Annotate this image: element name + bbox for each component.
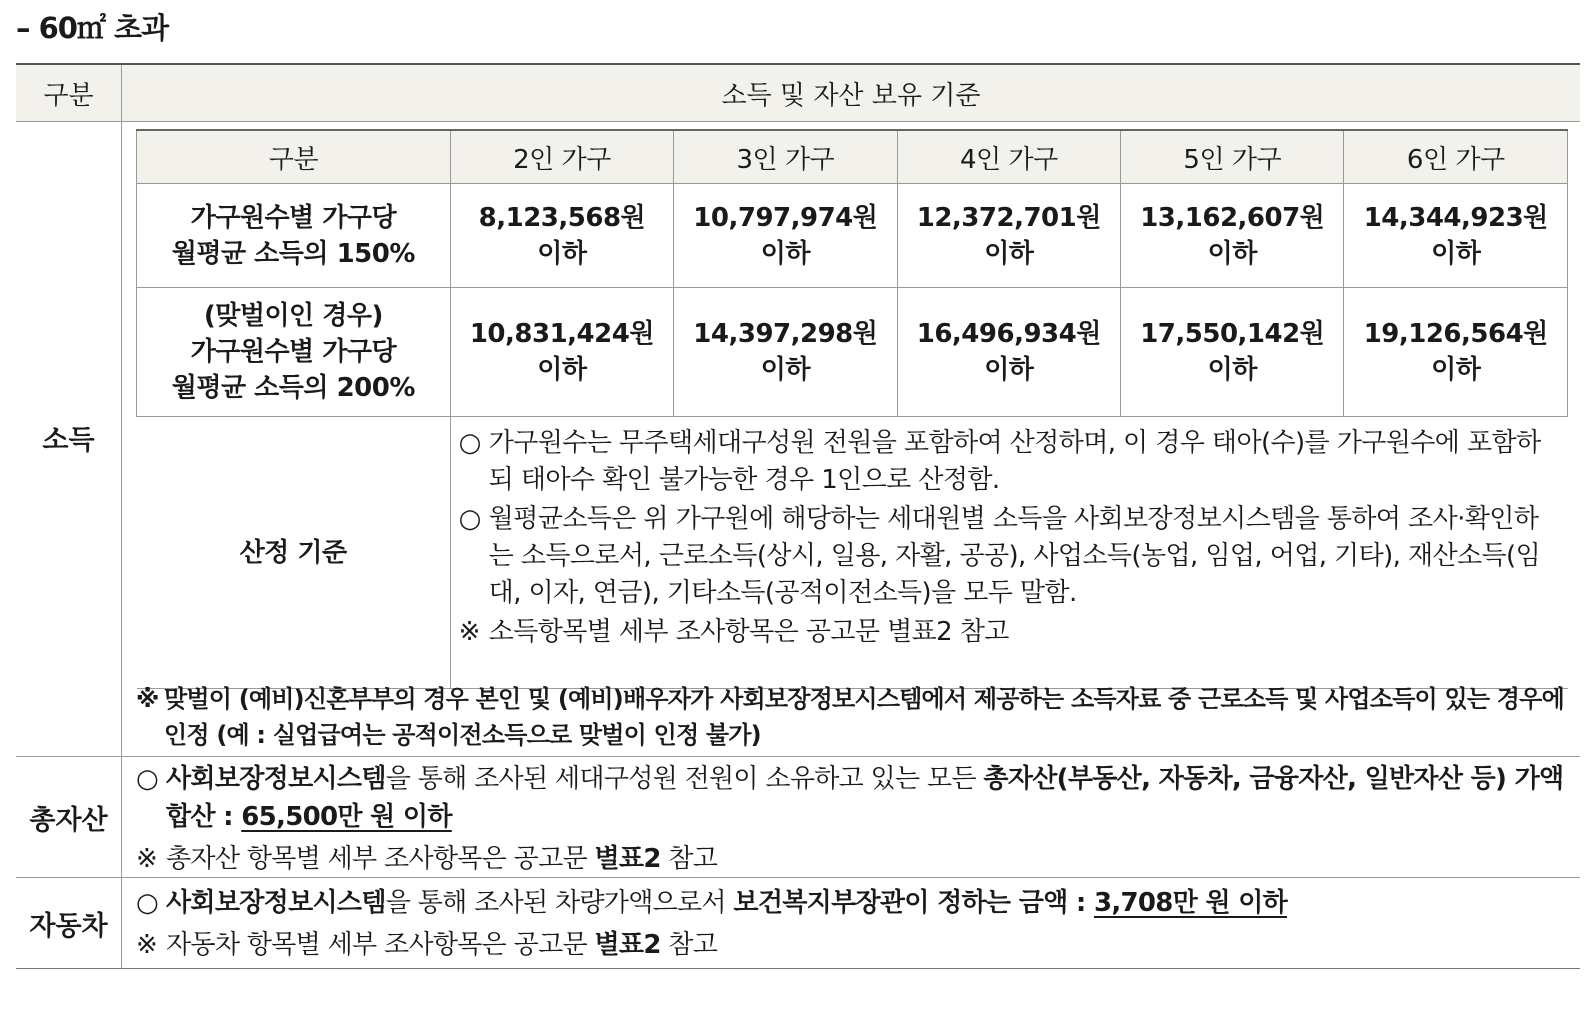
- system-name: 사회보장정보시스템: [166, 888, 386, 918]
- reference-text: 총자산 항목별 세부 조사항목은 공고문: [166, 844, 595, 874]
- car-label: 자동차: [29, 910, 108, 942]
- income-cell: [897, 184, 1120, 288]
- income-value: 10,797,974원: [693, 202, 878, 233]
- reference-mark-icon: ※: [136, 844, 158, 874]
- reference-mark-icon: ※: [458, 617, 480, 647]
- income-cell: [450, 288, 673, 417]
- circle-bullet-icon: ○: [136, 764, 158, 794]
- criteria-note: [459, 614, 1554, 651]
- income-cell: [1344, 184, 1568, 288]
- income-cell: [1121, 288, 1344, 417]
- appendix-ref: 별표2: [594, 844, 661, 874]
- car-reference: [136, 926, 1568, 964]
- income-suffix: 이하: [760, 355, 810, 385]
- row-label-line: 월평균 소득의 150%: [171, 238, 415, 269]
- section-heading: – 60㎡ 초과: [16, 11, 169, 45]
- section-divider-income: [16, 756, 1580, 757]
- income-suffix: 이하: [1207, 238, 1257, 269]
- income-cell: [674, 288, 897, 417]
- row-label-line: 가구원수별 가구당: [190, 337, 397, 367]
- dual-income-note-text: 맞벌이 (예비)신혼부부의 경우 본인 및 (예비)배우자가 사회보장정보시스템에서 제공하는 소득자료 중 근로소득 및 사업소득이 있는 경우에 인정 (예 : 실업급여는 공적이전소득으로 맞벌이 인정 불가): [164, 685, 1564, 749]
- reference-mark-icon: ※: [136, 685, 159, 713]
- car-content: [136, 884, 1568, 964]
- note-text: 소득항목별 세부 조사항목은 공고문 별표2 참고: [488, 617, 1009, 647]
- income-value: 13,162,607원: [1140, 202, 1325, 233]
- criteria-notes: [450, 417, 1567, 689]
- total-assets-content: [136, 760, 1568, 878]
- table-header: [16, 63, 1580, 122]
- income-col-category: 구분: [137, 130, 451, 184]
- total-assets-reference: [136, 840, 1568, 878]
- income-value: 14,344,923원: [1363, 202, 1548, 233]
- circle-bullet-icon: ○: [458, 504, 481, 534]
- total-assets-criteria: [136, 760, 1568, 836]
- table-bottom-border: [16, 968, 1580, 969]
- income-value: 12,372,701원: [916, 202, 1101, 233]
- reference-mark-icon: ※: [136, 930, 158, 960]
- reference-text: 자동차 항목별 세부 조사항목은 공고문: [166, 930, 595, 960]
- row-label-line: (맞벌이인 경우): [203, 301, 383, 331]
- income-value: 17,550,142원: [1140, 319, 1325, 349]
- system-name: 사회보장정보시스템: [166, 764, 386, 794]
- criteria-note: [459, 425, 1554, 499]
- income-col-4person: 4인 가구: [897, 130, 1120, 184]
- income-suffix: 이하: [1207, 355, 1257, 385]
- car-limit: 3,708만 원 이하: [1093, 888, 1288, 918]
- row-label-200: [137, 288, 451, 417]
- appendix-ref: 별표2: [594, 930, 661, 960]
- car-criteria: [136, 884, 1568, 922]
- income-cell: [1121, 184, 1344, 288]
- income-col-6person: 6인 가구: [1344, 130, 1568, 184]
- table-row: [137, 184, 1568, 288]
- header-criteria: 소득 및 자산 보유 기준: [721, 80, 981, 111]
- row-label-line: 가구원수별 가구당: [190, 202, 397, 233]
- note-text: 월평균소득은 위 가구원에 해당하는 세대원별 소득을 사회보장정보시스템을 통하여 조사·확인하는 소득으로서, 근로소득(상시, 일용, 자활, 공공), 사업소득(농업, 임업, 어업, 기타), 재산소득(임대, 이자, 연금), 기타소득(공적이전소득)을 모두 말함.: [488, 504, 1541, 608]
- income-table: [136, 129, 1568, 689]
- car-text: 을 통해 조사된 차량가액으로서: [385, 888, 734, 918]
- income-col-5person: 5인 가구: [1121, 130, 1344, 184]
- income-col-2person: 2인 가구: [450, 130, 673, 184]
- table-row: [137, 417, 1568, 689]
- assets-limit: 65,500만 원 이하: [241, 802, 452, 832]
- income-suffix: 이하: [760, 238, 810, 269]
- income-suffix: 이하: [537, 238, 587, 269]
- criteria-note: [459, 501, 1554, 612]
- income-suffix: 이하: [984, 355, 1034, 385]
- table-row: [137, 288, 1568, 417]
- header-category: 구분: [43, 80, 94, 111]
- assets-text: 을 통해 조사된 세대구성원 전원이 소유하고 있는 모든: [385, 764, 984, 794]
- label-column-divider: [121, 119, 122, 969]
- income-cell: [897, 288, 1120, 417]
- circle-bullet-icon: ○: [458, 428, 481, 458]
- car-bold-text: 보건복지부장관이 정하는 금액 :: [733, 888, 1094, 918]
- income-cell: [1344, 288, 1568, 417]
- income-cell: [674, 184, 897, 288]
- total-assets-label: 총자산: [29, 804, 108, 836]
- row-label-150: [137, 184, 451, 288]
- reference-tail: 참고: [660, 844, 718, 874]
- row-label-line: 월평균 소득의 200%: [171, 373, 415, 403]
- income-suffix: 이하: [984, 238, 1034, 269]
- income-value: 19,126,564원: [1363, 319, 1548, 349]
- dual-income-note: [136, 681, 1568, 753]
- income-value: 14,397,298원: [693, 319, 878, 349]
- income-table-header-row: [137, 130, 1568, 184]
- income-suffix: 이하: [1431, 238, 1481, 269]
- income-value: 8,123,568원: [478, 202, 646, 233]
- reference-tail: 참고: [660, 930, 718, 960]
- income-value: 10,831,424원: [469, 319, 654, 349]
- income-label: 소득: [42, 425, 95, 456]
- assets-bold-text: 총자산(부동산, 자동차, 금융자산, 일반자산 등) 가액 합산 :: [166, 764, 1564, 832]
- income-suffix: 이하: [1431, 355, 1481, 385]
- note-text: 가구원수는 무주택세대구성원 전원을 포함하여 산정하며, 이 경우 태아(수)를 가구원수에 포함하되 태아수 확인 불가능한 경우 1인으로 산정함.: [488, 428, 1541, 495]
- income-value: 16,496,934원: [916, 319, 1101, 349]
- income-cell: [450, 184, 673, 288]
- circle-bullet-icon: ○: [136, 888, 158, 918]
- criteria-label: 산정 기준: [137, 417, 451, 689]
- income-suffix: 이하: [537, 355, 587, 385]
- income-col-3person: 3인 가구: [674, 130, 897, 184]
